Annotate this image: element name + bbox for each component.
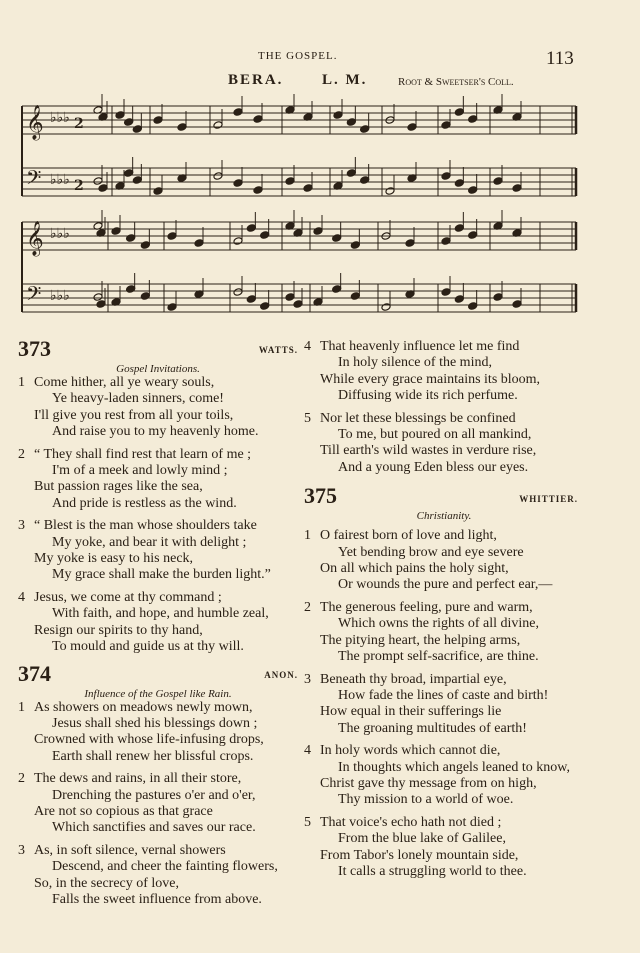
note-head bbox=[167, 303, 177, 312]
verse-line bbox=[18, 892, 298, 908]
verse-text: How equal in their sufferings lie bbox=[320, 704, 502, 720]
stanza bbox=[18, 447, 298, 513]
verse-line bbox=[18, 518, 298, 534]
verse-text: From Tabor's lonely mountain side, bbox=[320, 847, 519, 863]
note-head bbox=[140, 241, 150, 250]
stanza-number: 5 bbox=[304, 410, 311, 426]
note-head bbox=[93, 293, 103, 302]
note-head bbox=[213, 172, 223, 181]
note-head bbox=[167, 232, 177, 241]
verse-text: The dews and rains, in all their store, bbox=[34, 771, 242, 787]
note-head bbox=[468, 302, 478, 311]
note-head bbox=[260, 231, 270, 240]
verse-text: Come hither, all ye weary souls, bbox=[34, 375, 215, 390]
verse-line bbox=[18, 375, 298, 391]
verse-text: How fade the lines of caste and birth! bbox=[338, 687, 549, 703]
note-head bbox=[468, 115, 478, 124]
note-head bbox=[124, 169, 134, 178]
stanza bbox=[304, 672, 584, 738]
verse-line bbox=[18, 859, 298, 875]
verse-line bbox=[18, 749, 298, 765]
verse-line bbox=[304, 339, 584, 355]
note-head bbox=[360, 125, 370, 134]
note-head bbox=[407, 123, 417, 132]
stanza bbox=[304, 528, 584, 594]
note-head bbox=[360, 176, 370, 185]
stanza bbox=[18, 771, 298, 837]
verse-text: I'll give you rest from all your toils, bbox=[34, 407, 234, 423]
note-head bbox=[233, 108, 243, 117]
verse-text: As showers on meadows newly mown, bbox=[34, 699, 253, 715]
stanza bbox=[18, 590, 298, 656]
note-head bbox=[441, 172, 451, 181]
verse-line bbox=[304, 577, 584, 593]
verse-line bbox=[304, 633, 584, 649]
stanza-number: 2 bbox=[18, 446, 25, 462]
stanza-number: 1 bbox=[304, 528, 311, 544]
note-head bbox=[132, 176, 142, 185]
verse-text: Falls the sweet influence from above. bbox=[52, 891, 262, 907]
note-head bbox=[132, 125, 142, 134]
treble-clef: 𝄞 bbox=[26, 105, 44, 140]
stanza bbox=[304, 411, 584, 477]
note-head bbox=[213, 121, 223, 130]
stanza-number: 4 bbox=[304, 743, 311, 759]
tune-name: BERA. bbox=[228, 72, 284, 88]
verse-text: “ Blest is the man whose shoulders take bbox=[34, 518, 257, 534]
note-head bbox=[333, 111, 343, 120]
verse-line bbox=[304, 743, 584, 759]
verse-line bbox=[18, 771, 298, 787]
stanza-number: 5 bbox=[304, 814, 311, 830]
stanza-number: 2 bbox=[304, 599, 311, 615]
music-score bbox=[20, 92, 580, 322]
verse-line bbox=[304, 672, 584, 688]
verse-text: And a young Eden bless our eyes. bbox=[338, 459, 529, 475]
hymn-374-author: ANON. bbox=[264, 669, 298, 680]
verse-line bbox=[304, 443, 584, 459]
verse-text: In holy silence of the mind, bbox=[338, 355, 492, 371]
note-head bbox=[332, 234, 342, 243]
note-head bbox=[115, 111, 125, 120]
verse-line bbox=[18, 623, 298, 639]
verse-line bbox=[18, 535, 298, 551]
note-head bbox=[246, 295, 256, 304]
note-head bbox=[350, 292, 360, 301]
page-number: 113 bbox=[546, 48, 574, 69]
verse-line bbox=[18, 567, 298, 583]
hymn-374-stanzas-b bbox=[304, 339, 584, 476]
verse-text: In holy words which cannot die, bbox=[320, 743, 501, 759]
verse-line bbox=[18, 716, 298, 732]
verse-line bbox=[304, 460, 584, 476]
note-head bbox=[177, 123, 187, 132]
stanza-number: 3 bbox=[304, 671, 311, 687]
note-head bbox=[260, 302, 270, 311]
hymn-373-number: 373 bbox=[18, 336, 51, 361]
time-signature: 2 bbox=[74, 178, 84, 194]
note-head bbox=[124, 118, 134, 127]
note-head bbox=[194, 239, 204, 248]
verse-text: Drenching the pastures o'er and o'er, bbox=[52, 787, 256, 803]
verse-text: And raise you to my heavenly home. bbox=[52, 424, 259, 440]
hymn-374-subtitle: Influence of the Gospel like Rain. bbox=[84, 687, 232, 700]
verse-line bbox=[304, 792, 584, 808]
verse-line bbox=[18, 788, 298, 804]
verse-text: To mould and guide us at thy will. bbox=[52, 639, 244, 655]
verse-text: So, in the secrecy of love, bbox=[34, 875, 180, 891]
note-head bbox=[233, 237, 243, 246]
stanza-number: 1 bbox=[18, 699, 25, 715]
note-head bbox=[126, 234, 136, 243]
note-head bbox=[493, 293, 503, 302]
note-head bbox=[332, 285, 342, 294]
note-head bbox=[285, 293, 295, 302]
note-head bbox=[246, 224, 256, 233]
note-head bbox=[126, 285, 136, 294]
stanza bbox=[18, 843, 298, 909]
verse-text: Ye heavy-laden sinners, come! bbox=[52, 391, 224, 407]
note-head bbox=[468, 231, 478, 240]
note-head bbox=[441, 121, 451, 130]
verse-text: Diffusing wide its rich perfume. bbox=[338, 388, 518, 404]
note-head bbox=[468, 186, 478, 195]
note-head bbox=[303, 184, 313, 193]
verse-line bbox=[304, 864, 584, 880]
verse-text: My grace shall make the burden light.” bbox=[52, 567, 271, 583]
hymn-373-subtitle: Gospel Invitations. bbox=[116, 363, 200, 375]
verse-text: Yet bending brow and eye severe bbox=[338, 544, 524, 560]
verse-line bbox=[304, 848, 584, 864]
verse-text: Christ gave thy message from on high, bbox=[320, 775, 537, 791]
verse-text: That voice's echo hath not died ; bbox=[320, 814, 502, 830]
verse-line bbox=[304, 776, 584, 792]
note-head bbox=[293, 300, 303, 309]
verse-text: Resign our spirits to thy hand, bbox=[34, 622, 203, 638]
key-signature: ♭♭♭ bbox=[50, 110, 70, 126]
verse-text: The generous feeling, pure and warm, bbox=[320, 599, 533, 615]
verse-line bbox=[18, 700, 298, 716]
verse-line bbox=[18, 732, 298, 748]
verse-line bbox=[18, 804, 298, 820]
note-head bbox=[285, 177, 295, 186]
verse-line bbox=[18, 590, 298, 606]
hymn-375-stanzas bbox=[304, 528, 584, 880]
note-head bbox=[153, 116, 163, 125]
stanza-number: 1 bbox=[18, 375, 25, 390]
verse-text: It calls a struggling world to thee. bbox=[338, 863, 527, 879]
stanza-number: 3 bbox=[18, 518, 25, 534]
note-head bbox=[253, 186, 263, 195]
verse-line bbox=[18, 876, 298, 892]
note-head bbox=[441, 237, 451, 246]
verse-line bbox=[18, 843, 298, 859]
note-head bbox=[454, 224, 464, 233]
note-head bbox=[512, 184, 522, 193]
note-head bbox=[96, 300, 106, 309]
verse-text: Beneath thy broad, impartial eye, bbox=[320, 671, 507, 687]
verse-text: “ They shall find rest that learn of me ; bbox=[34, 446, 252, 462]
verse-text: Till earth's wild wastes in verdure rise, bbox=[320, 443, 537, 459]
key-signature: ♭♭♭ bbox=[50, 226, 70, 242]
verse-line bbox=[18, 479, 298, 495]
verse-line bbox=[18, 496, 298, 512]
verse-line bbox=[18, 820, 298, 836]
verse-line bbox=[18, 606, 298, 622]
verse-text: The prompt self-sacrifice, are thine. bbox=[338, 649, 539, 665]
verse-text: That heavenly influence let me find bbox=[320, 339, 520, 354]
verse-line bbox=[304, 815, 584, 831]
note-head bbox=[441, 288, 451, 297]
verse-line bbox=[18, 391, 298, 407]
running-title: THE GOSPEL. bbox=[258, 50, 338, 62]
verse-text: To me, but poured on all mankind, bbox=[338, 427, 532, 443]
note-head bbox=[454, 108, 464, 117]
stanza bbox=[18, 375, 298, 441]
verse-line bbox=[304, 721, 584, 737]
bass-clef: 𝄢 bbox=[26, 166, 42, 194]
stanza bbox=[18, 518, 298, 584]
verse-text: I'm of a meek and lowly mind ; bbox=[52, 463, 228, 479]
verse-line bbox=[304, 561, 584, 577]
stanza bbox=[304, 339, 584, 405]
stanza-number: 4 bbox=[18, 589, 25, 605]
verse-line bbox=[18, 463, 298, 479]
note-head bbox=[493, 177, 503, 186]
hymn-373-author: WATTS. bbox=[258, 345, 298, 355]
note-head bbox=[98, 184, 108, 193]
verse-text: Which owns the rights of all divine, bbox=[338, 616, 540, 632]
verse-line bbox=[304, 688, 584, 704]
verse-text: On all which pains the holy sight, bbox=[320, 561, 509, 577]
key-signature: ♭♭♭ bbox=[50, 172, 70, 188]
verse-text: Crowned with whose life-infusing drops, bbox=[34, 732, 264, 748]
verse-text: The pitying heart, the helping arms, bbox=[320, 632, 521, 648]
bass-clef: 𝄢 bbox=[26, 282, 42, 310]
note-head bbox=[346, 118, 356, 127]
time-signature: 2 bbox=[74, 116, 84, 132]
verse-text: O fairest born of love and light, bbox=[320, 528, 497, 544]
verse-line bbox=[304, 545, 584, 561]
note-head bbox=[385, 187, 395, 196]
verse-line bbox=[304, 649, 584, 665]
verse-line bbox=[18, 447, 298, 463]
verse-text: Descend, and cheer the fainting flowers, bbox=[52, 859, 278, 875]
verse-line bbox=[304, 427, 584, 443]
verse-text: The groaning multitudes of earth! bbox=[338, 720, 527, 736]
note-head bbox=[111, 227, 121, 236]
verse-text: Which sanctifies and saves our race. bbox=[52, 820, 256, 836]
verse-line bbox=[18, 639, 298, 655]
note-head bbox=[93, 177, 103, 186]
stanza-number: 2 bbox=[18, 771, 25, 787]
verse-line bbox=[304, 616, 584, 632]
hymn-375-number: 375 bbox=[304, 483, 337, 509]
note-head bbox=[512, 300, 522, 309]
note-head bbox=[405, 239, 415, 248]
verse-text: Are not so copious as that grace bbox=[34, 803, 213, 819]
verse-line bbox=[304, 388, 584, 404]
verse-text: My yoke is easy to his neck, bbox=[34, 551, 194, 567]
verse-text: Thy mission to a world of woe. bbox=[338, 792, 514, 808]
left-column bbox=[18, 337, 298, 914]
treble-clef: 𝄞 bbox=[26, 221, 44, 256]
hymn-374-number: 374 bbox=[18, 660, 51, 686]
verse-text: While every grace maintains its bloom, bbox=[320, 371, 541, 387]
key-signature: ♭♭♭ bbox=[50, 288, 70, 304]
verse-text: But passion rages like the sea, bbox=[34, 479, 203, 495]
verse-text: From the blue lake of Galilee, bbox=[338, 831, 506, 847]
stanza bbox=[304, 815, 584, 881]
verse-line bbox=[304, 355, 584, 371]
note-head bbox=[454, 179, 464, 188]
stanza bbox=[304, 743, 584, 809]
verse-text: Jesus, we come at thy command ; bbox=[34, 589, 222, 605]
verse-text: My yoke, and bear it with delight ; bbox=[52, 534, 247, 550]
composer-credit: Root & Sweetser's Coll. bbox=[398, 76, 514, 88]
note-head bbox=[313, 227, 323, 236]
verse-line bbox=[18, 551, 298, 567]
verse-text: As, in soft silence, vernal showers bbox=[34, 842, 226, 858]
verse-line bbox=[304, 760, 584, 776]
verse-text: Jesus shall shed his blessings down ; bbox=[52, 715, 258, 731]
tune-meter: L. M. bbox=[322, 72, 368, 88]
verse-text: Earth shall renew her blissful crops. bbox=[52, 748, 254, 764]
stanza bbox=[18, 700, 298, 766]
stanza-number: 4 bbox=[304, 339, 311, 354]
note-head bbox=[350, 241, 360, 250]
verse-line bbox=[18, 424, 298, 440]
note-head bbox=[153, 187, 163, 196]
hymn-373-stanzas bbox=[18, 375, 298, 656]
note-head bbox=[140, 292, 150, 301]
note-head bbox=[233, 288, 243, 297]
right-column bbox=[304, 339, 584, 886]
note-head bbox=[381, 303, 391, 312]
verse-text: In thoughts which angels leaned to know, bbox=[338, 759, 570, 775]
hymn-375-author: WHITTIER. bbox=[519, 494, 578, 505]
verse-text: Nor let these blessings be confined bbox=[320, 410, 516, 426]
verse-text: Or wounds the pure and perfect ear,— bbox=[338, 577, 553, 593]
note-head bbox=[253, 115, 263, 124]
verse-line bbox=[304, 704, 584, 720]
verse-line bbox=[18, 408, 298, 424]
hymn-374-stanzas-a bbox=[18, 700, 298, 909]
note-head bbox=[346, 169, 356, 178]
stanza-number: 3 bbox=[18, 842, 25, 858]
verse-line bbox=[304, 372, 584, 388]
verse-line bbox=[304, 528, 584, 544]
verse-line bbox=[304, 831, 584, 847]
stanza bbox=[304, 600, 584, 666]
verse-line bbox=[304, 600, 584, 616]
verse-text: And pride is restless as the wind. bbox=[52, 495, 237, 511]
hymn-375-subtitle: Christianity. bbox=[416, 510, 472, 523]
verse-line bbox=[304, 411, 584, 427]
note-head bbox=[454, 295, 464, 304]
note-head bbox=[233, 179, 243, 188]
verse-text: With faith, and hope, and humble zeal, bbox=[52, 606, 269, 622]
